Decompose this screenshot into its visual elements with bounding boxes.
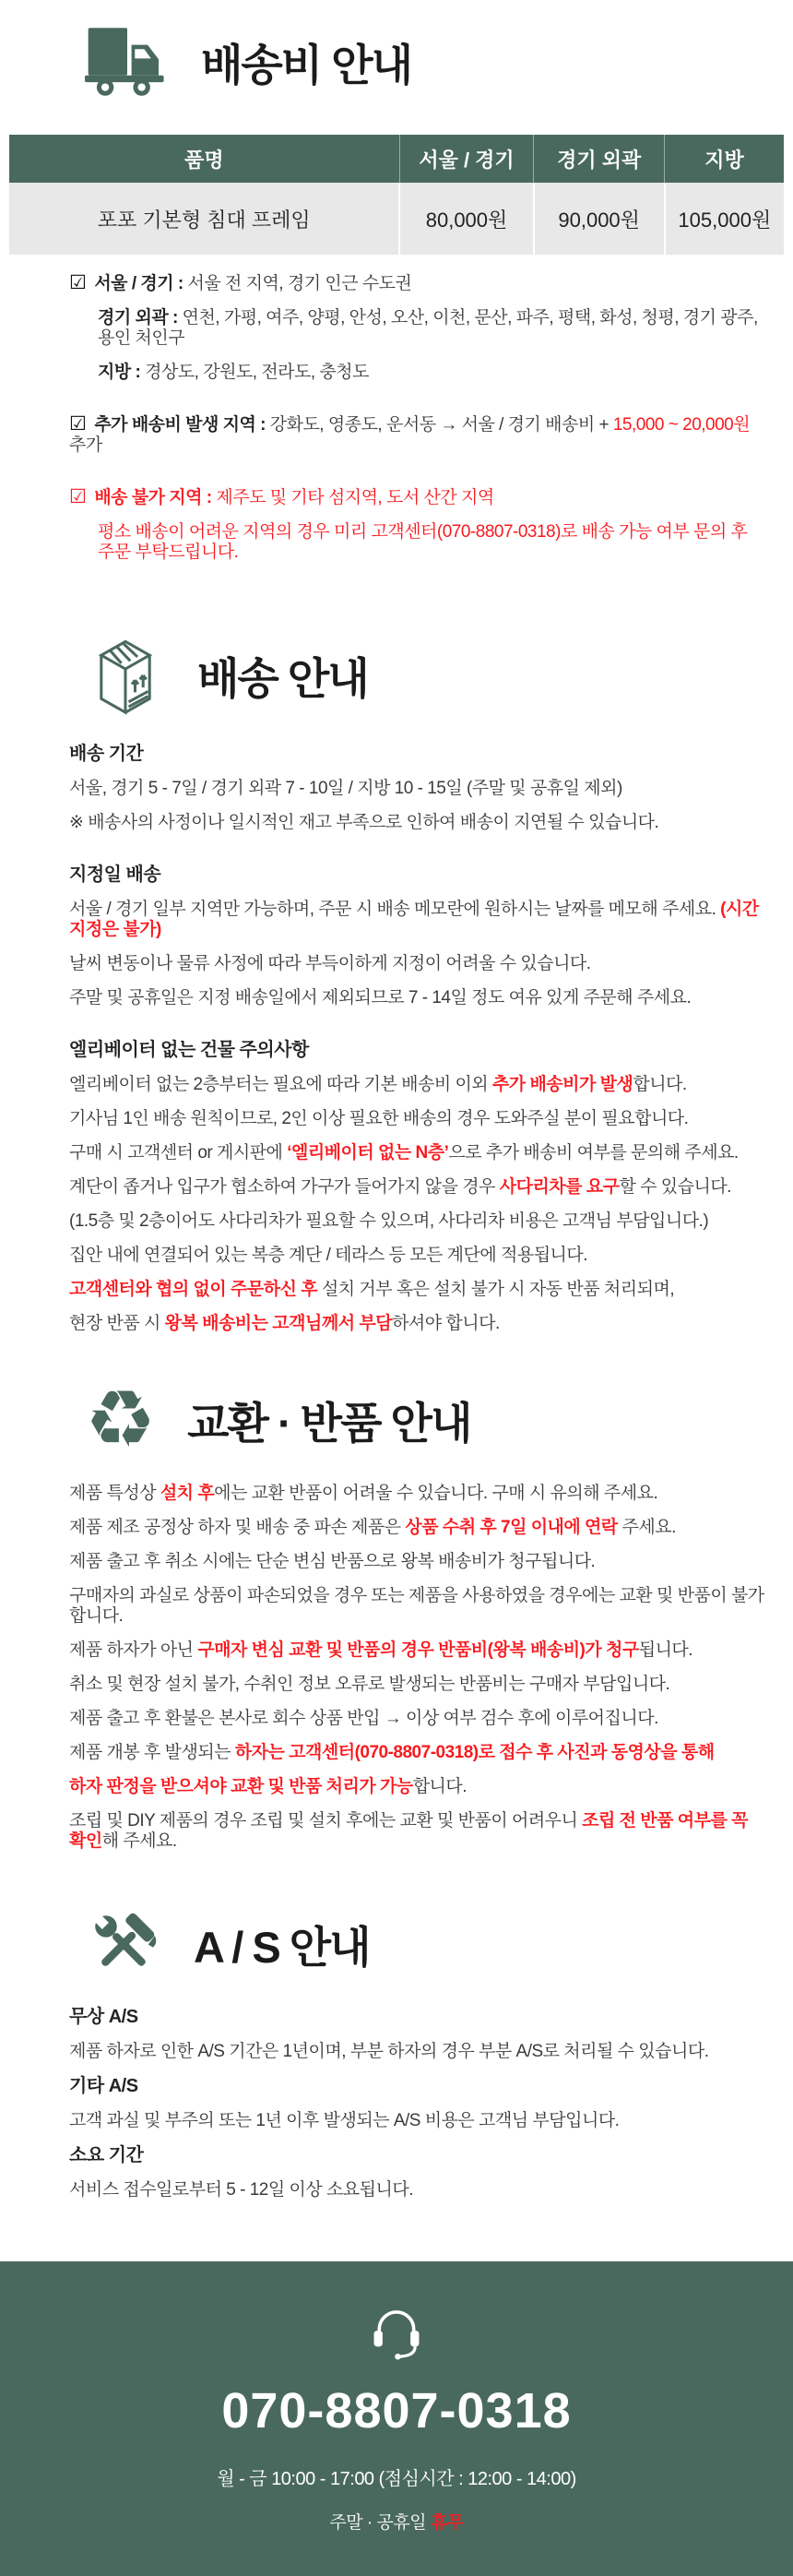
text-segment: ※ 배송사의 사정이나 일시적인 재고 부족으로 인하여 배송이 지연될 수 있습니다. xyxy=(69,813,659,832)
text-segment: 구매자 변심 교환 및 반품의 경우 반품비(왕복 배송비)가 청구 xyxy=(197,1640,639,1660)
text-segment: 무상 A/S xyxy=(69,2007,138,2027)
text-segment: 15,000 ~ 20,000원 xyxy=(612,415,751,435)
text-segment: 고객센터와 협의 없이 주문하신 후 xyxy=(69,1280,318,1299)
recycle-icon: ♻ xyxy=(85,1376,157,1464)
text-segment: 하자는 고객센터(070-8807-0318)로 접수 후 사진과 동영상을 통해 xyxy=(234,1743,715,1762)
closed-days-label: 주말 · 공휴일 xyxy=(329,2513,431,2533)
text-segment: 현장 반품 시 xyxy=(69,1314,165,1333)
text-segment: 조립 전 반품 여부를 꼭 확인 xyxy=(69,1811,748,1851)
text-segment: 상품 수취 후 7일 이내에 연락 xyxy=(405,1518,618,1537)
truck-icon xyxy=(85,24,170,100)
checkbox-icon: ☑ xyxy=(69,413,87,435)
delivery-body xyxy=(69,744,765,1334)
text-segment: 추가 배송비 발생 지역 : xyxy=(94,415,270,435)
text-segment: 주세요. xyxy=(617,1518,676,1537)
table-header-row xyxy=(9,135,784,183)
text-segment: 날씨 변동이나 물류 사정에 따라 부득이하게 지정이 어려울 수 있습니다. xyxy=(69,954,591,973)
text-line xyxy=(69,779,765,799)
text-segment: 제품 하자로 인한 A/S 기간은 1년이며, 부분 하자의 경우 부분 A/S로 처리될 수 있습니다. xyxy=(69,2042,709,2061)
text-segment: 배송 불가 지역 : xyxy=(94,488,217,507)
text-line xyxy=(69,1280,765,1300)
text-segment: 취소 및 현장 설치 불가, 수취인 정보 오류로 발생되는 반품비는 구매자 부담입니다. xyxy=(69,1675,670,1694)
text-line xyxy=(69,2111,765,2131)
table-cell: 105,000원 xyxy=(665,183,784,255)
checkbox-icon: ☑ xyxy=(69,272,87,293)
business-hours: 월 - 금 10:00 - 17:00 (점심시간 : 12:00 - 14:00) xyxy=(217,2469,576,2489)
tools-icon xyxy=(85,1905,162,1983)
text-line xyxy=(69,1075,765,1095)
text-segment: 할 수 있습니다. xyxy=(619,1177,731,1197)
section-title: A / S 안내 xyxy=(194,1922,370,1972)
text-segment: 조립 및 DIY 제품의 경우 조립 및 설치 후에는 교환 및 반품이 어려우니 xyxy=(69,1811,583,1831)
text-line xyxy=(69,1143,765,1163)
as-body xyxy=(69,2007,765,2200)
text-line xyxy=(69,522,765,563)
text-line xyxy=(69,1518,765,1538)
text-segment: 하자 판정을 받으셔야 교환 및 반품 처리가 가능 xyxy=(69,1777,413,1796)
exchange-return-section-header xyxy=(85,1376,793,1464)
table-cell: 포포 기본형 침대 프레임 xyxy=(9,183,399,255)
text-line xyxy=(69,1177,765,1198)
table-header-cell: 지방 xyxy=(665,135,784,183)
subsection-heading xyxy=(69,2145,765,2165)
shipping-fee-table-head xyxy=(9,135,784,183)
text-line xyxy=(69,1246,765,1266)
text-segment: 엘리베이터 없는 건물 주의사항 xyxy=(69,1040,309,1060)
text-segment: 연천, 가평, 여주, 양평, 안성, 오산, 이천, 문산, 파주, 평택, 화성, 청평, 경기 광주, 용인 처인구 xyxy=(98,308,758,348)
headset-icon xyxy=(363,2300,430,2371)
text-segment: 구매 시 고객센터 or 게시판에 xyxy=(69,1143,288,1163)
closed-days xyxy=(0,2509,793,2534)
text-segment: 제품 특성상 xyxy=(69,1484,160,1503)
text-line xyxy=(69,2042,765,2062)
text-segment: 설치 거부 혹은 설치 불가 시 자동 반품 처리되며, xyxy=(317,1280,675,1299)
text-segment: 주말 및 공휴일은 지정 배송일에서 제외되므로 7 - 14일 정도 여유 있게 주문해 주세요. xyxy=(69,988,692,1008)
text-segment: 추가 xyxy=(69,435,102,455)
text-line xyxy=(69,1109,765,1129)
shipping-fee-notes xyxy=(69,273,765,563)
text-segment: 강화도, 영종도, 운서동 → 서울 / 경기 배송비 + xyxy=(269,415,613,435)
text-segment: 해 주세요. xyxy=(101,1831,177,1851)
text-segment: 사다리차를 요구 xyxy=(499,1177,620,1197)
text-line xyxy=(69,273,765,294)
as-section-header xyxy=(85,1905,793,1983)
text-line xyxy=(69,1811,765,1852)
text-segment: 경상도, 강원도, 전라도, 충청도 xyxy=(145,363,370,382)
customer-center-footer xyxy=(0,2261,793,2576)
delivery-section-header xyxy=(85,631,793,720)
text-segment: (1.5층 및 2층이어도 사다리차가 필요할 수 있으며, 사다리차 비용은 고객님 부담입니다.) xyxy=(69,1211,709,1231)
text-segment: 고객 과실 및 부주의 또는 1년 이후 발생되는 A/S 비용은 고객님 부담입니다. xyxy=(69,2111,620,2130)
checkbox-icon: ☑ xyxy=(69,486,87,507)
section-title: 배송비 안내 xyxy=(201,40,412,89)
text-segment: 소요 기간 xyxy=(69,2145,144,2165)
text-line xyxy=(69,1586,765,1627)
text-line xyxy=(69,1484,765,1504)
text-segment: 평소 배송이 어려운 지역의 경우 미리 고객센터(070-8807-0318)로 배송 가능 여부 문의 후 주문 부탁드립니다. xyxy=(98,522,748,562)
text-line xyxy=(69,1777,765,1797)
table-header-cell: 경기 외곽 xyxy=(534,135,665,183)
text-segment: 설치 후 xyxy=(160,1484,215,1503)
closed-days-value: 휴무 xyxy=(430,2513,464,2533)
text-segment: 서비스 접수일로부터 5 - 12일 이상 소요됩니다. xyxy=(69,2180,413,2200)
text-segment: 구매자의 과실로 상품이 파손되었을 경우 또는 제품을 사용하였을 경우에는 교환 및 반품이 불가합니다. xyxy=(69,1586,764,1626)
text-line xyxy=(69,1640,765,1661)
table-cell: 80,000원 xyxy=(399,183,533,255)
text-segment: ‘엘리베이터 없는 N층’ xyxy=(287,1143,449,1163)
text-segment: 제품 제조 공정상 하자 및 배송 중 파손 제품은 xyxy=(69,1518,406,1537)
shipping-fee-section-header xyxy=(85,0,793,100)
text-segment: 경기 외곽 : xyxy=(98,308,183,328)
section-title: 교환 · 반품 안내 xyxy=(187,1398,471,1448)
text-segment: 제품 출고 후 취소 시에는 단순 변심 반품으로 왕복 배송비가 청구됩니다. xyxy=(69,1552,596,1571)
text-line xyxy=(69,954,765,974)
subsection-heading xyxy=(69,2076,765,2096)
text-segment: 배송 기간 xyxy=(69,744,144,764)
text-segment: 집안 내에 연결되어 있는 복층 계단 / 테라스 등 모든 계단에 적용됩니다. xyxy=(69,1246,588,1265)
text-line xyxy=(69,2180,765,2200)
text-line xyxy=(69,1211,765,1232)
text-segment: 으로 추가 배송비 여부를 문의해 주세요. xyxy=(448,1143,739,1163)
text-segment: 지방 : xyxy=(98,363,146,382)
text-segment: (시간 지정은 불가) xyxy=(69,900,759,939)
text-segment: 서울 / 경기 일부 지역만 가능하며, 주문 시 배송 메모란에 원하시는 날짜를 메모해 주세요. xyxy=(69,900,721,919)
text-segment: 기타 A/S xyxy=(69,2076,138,2096)
text-segment: 됩니다. xyxy=(638,1640,693,1660)
table-cell: 90,000원 xyxy=(534,183,665,255)
text-line xyxy=(69,487,765,508)
package-box-icon xyxy=(85,631,166,720)
text-segment: 기사님 1인 배송 원칙이므로, 2인 이상 필요한 배송의 경우 도와주실 분이 필요합니다. xyxy=(69,1109,689,1128)
text-segment: 지정일 배송 xyxy=(69,865,161,885)
text-segment: 서울 / 경기 : xyxy=(94,274,188,293)
shipping-fee-table xyxy=(9,135,784,255)
text-segment: 왕복 배송비는 고객님께서 부담 xyxy=(164,1314,393,1333)
subsection-heading xyxy=(69,1040,765,1060)
text-line xyxy=(69,813,765,833)
text-line xyxy=(69,1675,765,1695)
text-line xyxy=(69,1314,765,1334)
exchange-return-body xyxy=(69,1484,765,1852)
text-segment: 하셔야 합니다. xyxy=(392,1314,500,1333)
subsection-heading xyxy=(69,2007,765,2027)
shipping-fee-table-body xyxy=(9,183,784,255)
text-line xyxy=(69,1709,765,1729)
text-line xyxy=(69,1552,765,1572)
text-segment: 서울 전 지역, 경기 인근 수도권 xyxy=(187,274,412,293)
text-segment: 제품 출고 후 환불은 본사로 회수 상품 반입 → 이상 여부 검수 후에 이루어집니다. xyxy=(69,1709,658,1728)
text-line xyxy=(69,308,765,349)
text-segment: 에는 교환 반품이 어려울 수 있습니다. 구매 시 유의해 주세요. xyxy=(214,1484,658,1503)
text-segment: 합니다. xyxy=(633,1075,687,1094)
text-segment: 제품 하자가 아닌 xyxy=(69,1640,198,1660)
text-line xyxy=(69,900,765,940)
table-header-cell: 서울 / 경기 xyxy=(399,135,533,183)
text-line xyxy=(69,988,765,1008)
text-segment: 서울, 경기 5 - 7일 / 경기 외곽 7 - 10일 / 지방 10 - 15일 (주말 및 공휴일 제외) xyxy=(69,779,622,798)
section-title: 배송 안내 xyxy=(197,653,368,703)
text-segment: 엘리베이터 없는 2층부터는 필요에 따라 기본 배송비 이외 xyxy=(69,1075,492,1094)
table-row xyxy=(9,183,784,255)
text-segment: 제품 개봉 후 발생되는 xyxy=(69,1743,235,1762)
subsection-heading xyxy=(69,744,765,764)
text-segment: 추가 배송비가 발생 xyxy=(491,1075,633,1094)
text-line xyxy=(69,363,765,383)
customer-center-phone: 070-8807-0318 xyxy=(221,2383,572,2439)
text-line xyxy=(69,1743,765,1763)
text-segment: 제주도 및 기타 섬지역, 도서 산간 지역 xyxy=(216,488,494,507)
table-header-cell: 품명 xyxy=(9,135,399,183)
subsection-heading xyxy=(69,865,765,885)
text-segment: 합니다. xyxy=(412,1777,468,1796)
text-line xyxy=(69,414,765,456)
text-segment: 계단이 좁거나 입구가 협소하여 가구가 들어가지 않을 경우 xyxy=(69,1177,500,1197)
